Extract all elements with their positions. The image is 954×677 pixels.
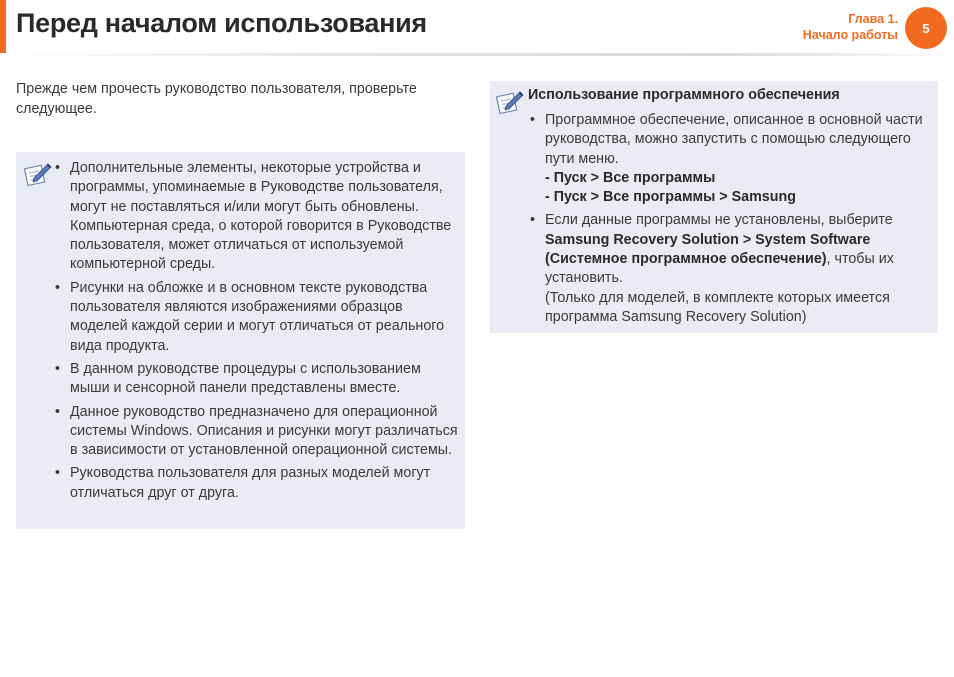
- list-item: • Руководства пользователя для разных моделей могут отличаться друг от друга.: [70, 464, 460, 503]
- note-pencil-icon: [496, 89, 524, 115]
- model-note: (Только для моделей, в комплекте которых имеется программа Samsung Recovery Solution): [545, 289, 890, 325]
- software-path: Samsung Recovery Solution > System Software (Системное программное обеспечение): [545, 231, 871, 268]
- page-header: [0, 0, 954, 56]
- intro-text: Прежде чем прочесть руководство пользователя, проверьте следующее.: [16, 81, 417, 117]
- header-divider: [0, 53, 954, 56]
- list-item: [545, 211, 925, 327]
- header-accent-bar: [0, 0, 6, 53]
- item-text: , чтобы их установить.: [545, 251, 894, 287]
- chapter-title: Начало работы: [802, 28, 898, 42]
- item-text: Программное обеспечение, описанное в основной части руководства, можно запустить с помощью следующего пути меню.: [545, 112, 923, 167]
- page-number-badge: 5: [905, 7, 947, 49]
- list-item: • Дополнительные элементы, некоторые устройства и программы, упоминаемые в Руководстве пользователя, могут не поставляться и/или могут быть обновлены. Компьютерная среда, о которой говорится в Руководстве пользователя, может отличаться от используемой компьютерной среды.: [70, 159, 460, 275]
- menu-path: - Пуск > Все программы: [545, 169, 716, 186]
- left-note-list: [70, 159, 460, 507]
- list-item: • Рисунки на обложке и в основном тексте руководства пользователя являются изображениями образцов моделей каждой серии и могут отличаться от реального вида продукта.: [70, 279, 460, 356]
- list-item: [545, 111, 925, 207]
- chapter-label: [803, 11, 898, 43]
- list-item: • Данное руководство предназначено для операционной системы Windows. Описания и рисунки могут различаться в зависимости от установленной операционной системы.: [70, 403, 460, 461]
- list-item: • В данном руководстве процедуры с использованием мыши и сенсорной панели представлены вместе.: [70, 360, 460, 399]
- note-heading: Использование программного обеспечения: [528, 87, 840, 103]
- right-note-box: [490, 81, 938, 333]
- right-note-list: [545, 111, 925, 331]
- menu-path: - Пуск > Все программы > Samsung: [545, 189, 796, 206]
- left-note-box: [16, 152, 465, 529]
- page-title: Перед началом использования: [16, 8, 427, 38]
- item-text: Если данные программы не установлены, выберите: [545, 212, 893, 229]
- note-pencil-icon: [24, 161, 52, 187]
- chapter-number: Глава 1.: [848, 12, 898, 26]
